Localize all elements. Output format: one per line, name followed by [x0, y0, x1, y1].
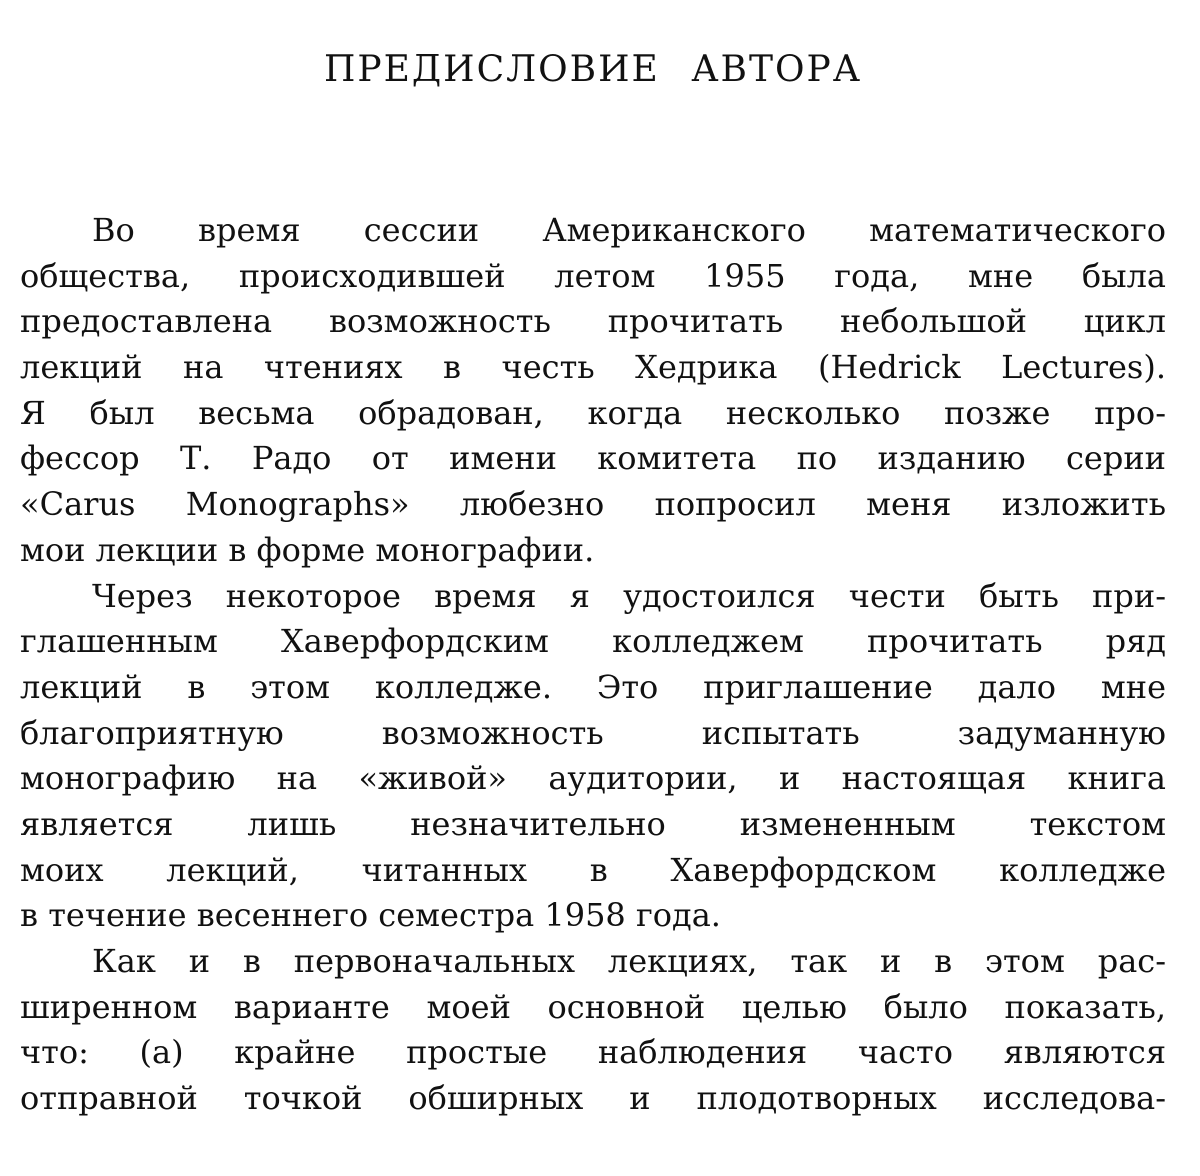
text-line: фессор Т. Радо от имени комитета по изданию серии — [20, 439, 1166, 478]
text-line: что: (а) крайне простые наблюдения часто являются — [20, 1033, 1166, 1072]
page-title: ПРЕДИСЛОВИЕ АВТОРА — [324, 49, 862, 90]
text-line: Как и в первоначальных лекциях, так и в этом рас- — [92, 942, 1166, 980]
text-line: ширенном варианте моей основной целью было показать, — [20, 987, 1166, 1026]
text-line: глашенным Хаверфордским колледжем прочитать ряд — [20, 622, 1166, 661]
text-line: в течение весеннего семестра 1958 года. — [20, 896, 721, 935]
text-line: мои лекции в форме монографии. — [20, 530, 595, 569]
preface-body — [20, 208, 1166, 1122]
text-line: Во время сессии Американского математического — [92, 211, 1166, 249]
text-line: отправной точкой обширных и плодотворных исследова- — [20, 1079, 1166, 1118]
text-line: Я был весьма обрадован, когда несколько позже про- — [20, 393, 1166, 432]
text-line: лекций на чтениях в честь Хедрика (Hedrick Lectures). — [20, 348, 1166, 387]
text-line: «Carus Monographs» любезно попросил меня изложить — [20, 485, 1166, 524]
text-line: лекций в этом колледже. Это приглашение дало мне — [20, 667, 1166, 706]
text-line: благоприятную возможность испытать задуманную — [20, 713, 1166, 752]
text-line: моих лекций, читанных в Хаверфордском колледже — [20, 850, 1166, 889]
document-page — [20, 0, 1166, 1176]
text-line: предоставлена возможность прочитать небольшой цикл — [20, 302, 1166, 341]
text-line: общества, происходившей летом 1955 года, мне была — [20, 256, 1166, 295]
text-line: является лишь незначительно измененным текстом — [20, 804, 1166, 843]
text-line: Через некоторое время я удостоился чести быть при- — [92, 576, 1166, 615]
text-line: монографию на «живой» аудитории, и настоящая книга — [20, 759, 1166, 798]
